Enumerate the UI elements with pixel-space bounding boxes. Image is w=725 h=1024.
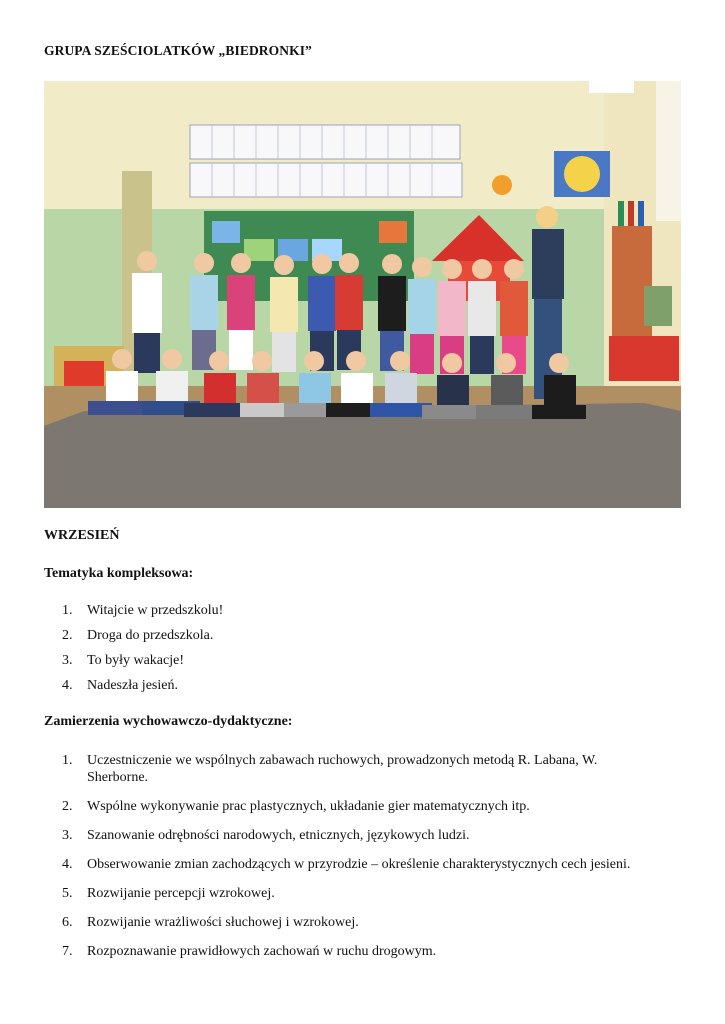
list-item-text: Rozwijanie wrażliwości słuchowej i wzrokowej. — [87, 915, 359, 930]
list-item-number: 3. — [62, 653, 73, 668]
list-item-text: Rozpoznawanie prawidłowych zachowań w ruchu drogowym. — [87, 944, 437, 959]
goals-heading: Zamierzenia wychowawczo-dydaktyczne: — [44, 714, 293, 729]
list-item-text: Uczestniczenie we wspólnych zabawach ruchowych, prowadzonych metodą R. Labana, W. Sherborne. — [87, 753, 598, 785]
list-item — [62, 885, 662, 902]
list-item-text: Rozwijanie percepcji wzrokowej. — [87, 886, 275, 901]
topics-list — [62, 601, 223, 701]
list-item — [62, 626, 223, 651]
list-item-number: 2. — [62, 628, 73, 643]
list-item-number: 2. — [62, 799, 73, 814]
list-item — [62, 827, 662, 844]
list-item — [62, 914, 662, 931]
list-item — [62, 601, 223, 626]
list-item-text: Obserwowanie zmian zachodzących w przyrodzie – określenie charakterystycznych cech jesieni. — [87, 857, 631, 872]
list-item — [62, 651, 223, 676]
document-title: GRUPA SZEŚCIOLATKÓW „BIEDRONKI” — [44, 43, 312, 58]
list-item-number: 5. — [62, 886, 73, 901]
list-item-number: 1. — [62, 603, 73, 618]
list-item — [62, 943, 662, 960]
list-item-text: Nadeszła jesień. — [87, 678, 178, 693]
list-item-number: 4. — [62, 857, 73, 872]
list-item-text: Wspólne wykonywanie prac plastycznych, układanie gier matematycznych itp. — [87, 799, 530, 814]
list-item — [62, 676, 223, 701]
list-item-number: 7. — [62, 944, 73, 959]
list-item-number: 6. — [62, 915, 73, 930]
list-item-text: Droga do przedszkola. — [87, 628, 214, 643]
list-item-number: 4. — [62, 678, 73, 693]
list-item-text: Witajcie w przedszkolu! — [87, 603, 224, 618]
topics-heading: Tematyka kompleksowa: — [44, 566, 194, 581]
list-item-number: 1. — [62, 753, 73, 768]
group-photo-illustration — [44, 81, 681, 508]
group-photo — [44, 81, 681, 508]
goals-list — [62, 752, 662, 972]
list-item-number: 3. — [62, 828, 73, 843]
list-item — [62, 856, 662, 873]
list-item-text: To były wakacje! — [87, 653, 184, 668]
list-item — [62, 798, 662, 815]
list-item-text: Szanowanie odrębności narodowych, etnicznych, językowych ludzi. — [87, 828, 470, 843]
month-heading: WRZESIEŃ — [44, 528, 120, 543]
list-item — [62, 752, 662, 786]
